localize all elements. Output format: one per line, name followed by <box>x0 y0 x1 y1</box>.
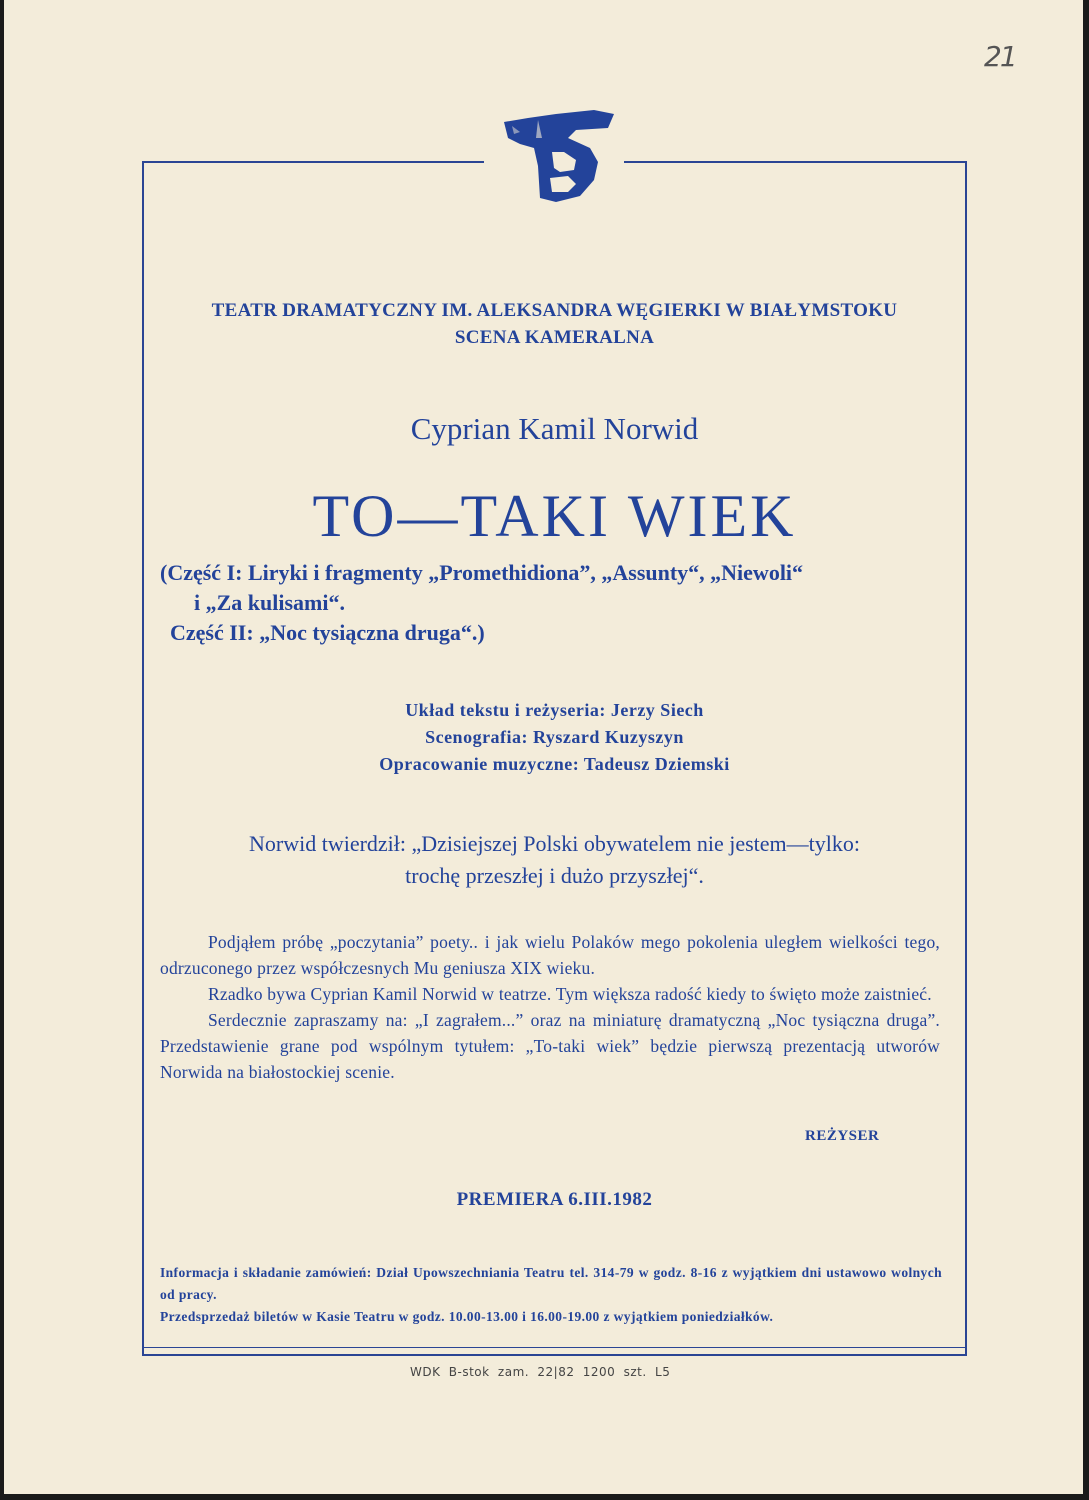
director-note <box>160 929 940 1085</box>
frame-top-right-rule <box>624 161 965 163</box>
play-parts <box>160 558 960 648</box>
frame-top-left-rule <box>142 161 484 163</box>
director-signature: REŻYSER <box>805 1128 880 1144</box>
quote-line-2: trochę przeszłej i dużo przyszłej“. <box>405 863 704 888</box>
premiere-date: PREMIERA 6.III.1982 <box>456 1189 653 1210</box>
credits <box>142 697 967 778</box>
parts-line-2: i „Za kulisami“. <box>194 590 345 615</box>
note-paragraph-3: Serdecznie zapraszamy na: „I zagrałem...” oraz na miniaturę dramatyczną „Noc tysiączna druga”. Przedstawienie grane pod wspólnym tytułem: „To-taki wiek” będzie pierwszą prezentacją utworów Norwida na białostockiej scenie. <box>160 1010 940 1082</box>
parts-line-3: Część II: „Noc tysiączna druga“.) <box>170 620 485 645</box>
tb-logo-icon <box>498 108 618 204</box>
info-line-1: Informacja i składanie zamówień: Dział Upowszechniania Teatru tel. 314-79 w godz. 8-16 z wyjątkiem dni ustawowo wolnych od pracy. <box>160 1265 942 1302</box>
credit-music: Opracowanie muzyczne: Tadeusz Dziemski <box>379 754 730 774</box>
parts-line-1: (Część I: Liryki i fragmenty „Promethidiona”, „Assunty“, „Niewoli“ <box>160 560 804 585</box>
note-paragraph-2: Rzadko bywa Cyprian Kamil Norwid w teatrze. Tym większa radość kiedy to święto może zaistnieć. <box>208 984 932 1004</box>
note-paragraph-1: Podjąłem próbę „poczytania” poety.. i jak wielu Polaków mego pokolenia uległem wielkości tego, odrzuconego przez współczesnych Mu geniusza XIX wieku. <box>160 932 940 978</box>
theatre-line-1: TEATR DRAMATYCZNY IM. ALEKSANDRA WĘGIERKI W BIAŁYMSTOKU <box>211 300 898 321</box>
credit-direction: Układ tekstu i reżyseria: Jerzy Siech <box>405 700 704 720</box>
theatre-name <box>142 297 967 351</box>
frame-bottom-rule <box>142 1347 967 1348</box>
ticket-info <box>160 1262 942 1328</box>
page-number: 21 <box>984 40 1016 73</box>
play-title: TO—TAKI WIEK <box>312 483 797 549</box>
author-name: Cyprian Kamil Norwid <box>410 411 699 446</box>
info-line-2: Przedsprzedaż biletów w Kasie Teatru w godz. 10.00-13.00 i 16.00-19.00 z wyjątkiem poniedziałków. <box>160 1309 774 1324</box>
theatre-line-2: SCENA KAMERALNA <box>454 327 655 348</box>
credit-scenography: Scenografia: Ryszard Kuzyszyn <box>425 727 684 747</box>
norwid-quote <box>142 828 967 892</box>
printer-imprint: WDK B-stok zam. 22|82 1200 szt. L5 <box>410 1365 671 1379</box>
quote-line-1: Norwid twierdził: „Dzisiejszej Polski obywatelem nie jestem—tylko: <box>249 831 860 856</box>
